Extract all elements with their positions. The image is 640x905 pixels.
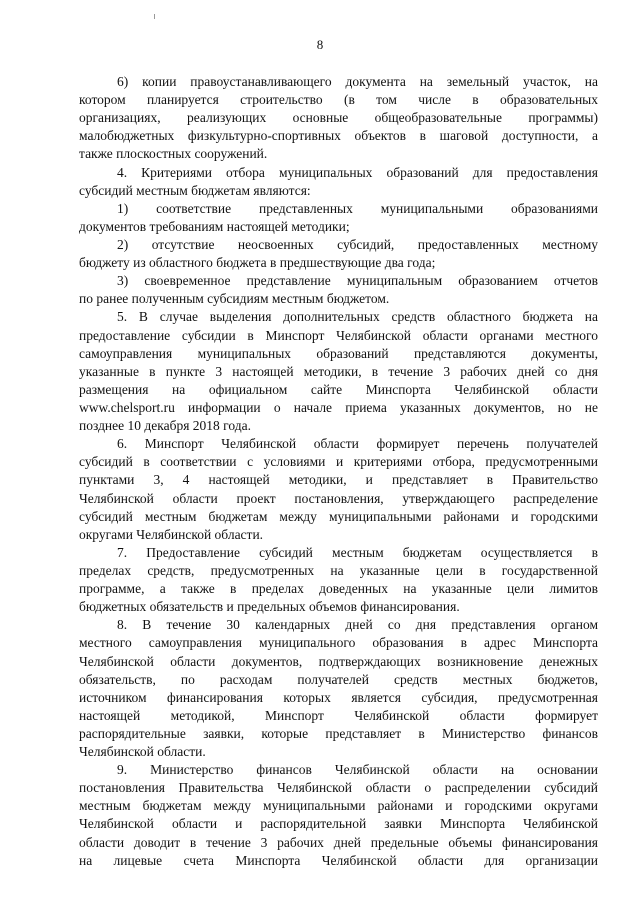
text-line: котором планируется строительство (в том числе в образовательных — [79, 92, 598, 108]
paragraph-p6b — [79, 435, 598, 544]
paragraph-p8 — [79, 616, 598, 761]
text-line: местным бюджетам между муниципальными районами и городскими округами — [79, 798, 598, 814]
text-line: обязательств, по расходам получателей средств местных бюджетов, — [79, 671, 598, 687]
text-line: распорядительные заявки, которые представляет в Министерство финансов — [79, 725, 598, 741]
paragraph-p4 — [79, 164, 598, 200]
text-line: программе, а также в пределах доведенных на указанные цели лимитов — [79, 581, 598, 597]
text-line: самоуправления муниципальных образований представляются документы, — [79, 345, 598, 361]
text-line: размещения на официальном сайте Минспорта Челябинской области — [79, 381, 598, 397]
text-line: Челябинской области документов, подтверждающих возникновение денежных — [79, 653, 598, 669]
text-line: 7. Предоставление субсидий местным бюджетам осуществляется в — [117, 544, 598, 560]
text-line: субсидий местным бюджетам являются: — [79, 182, 311, 198]
text-line: по ранее полученным субсидиям местным бюджетом. — [79, 291, 390, 307]
text-line: субсидий местным бюджетам между муниципальными районами и городскими — [79, 508, 598, 524]
text-line: 5. В случае выделения дополнительных средств областного бюджета на — [117, 309, 598, 325]
text-line: субсидий в соответствии с условиями и критериями отбора, предусмотренными — [79, 454, 598, 470]
text-line: округами Челябинской области. — [79, 526, 264, 542]
text-line: www.chelsport.ru информации о начале приема указанных документов, но не — [79, 399, 598, 415]
text-line: предоставление субсидии в Минспорт Челябинской области органами местного — [79, 327, 598, 343]
text-line: 4. Критериями отбора муниципальных образований для предоставления — [117, 164, 598, 180]
text-line: малобюджетных физкультурно-спортивных объектов в шаговой доступности, а — [79, 128, 598, 144]
text-line: постановления Правительства Челябинской области о распределении субсидий — [79, 780, 598, 796]
text-line: Челябинской области проект постановления, утверждающего распределение — [79, 490, 598, 506]
text-line: Челябинской области. — [79, 744, 206, 760]
text-line: настоящей методикой, Минспорт Челябинской области формирует — [79, 707, 598, 723]
text-line: местного самоуправления муниципального образования в адрес Минспорта — [79, 635, 598, 651]
paragraph-p5 — [79, 308, 598, 435]
text-line: источником финансирования которых является субсидия, предусмотренная — [79, 689, 598, 705]
text-line: документов требованиям настоящей методики; — [79, 218, 350, 234]
text-line: 8. В течение 30 календарных дней со дня представления органом — [117, 617, 598, 633]
paragraph-p9 — [79, 761, 598, 870]
page-number: 8 — [316, 37, 324, 52]
text-line: 9. Министерство финансов Челябинской области на основании — [117, 762, 598, 778]
text-line: также плоскостных сооружений. — [79, 146, 268, 162]
paragraph-p6 — [79, 73, 598, 164]
text-line: пунктами 3, 4 настоящей методики, и представляет в Правительство — [79, 472, 598, 488]
text-line: области доводит в течение 3 рабочих дней предельные объемы финансирования — [79, 834, 598, 850]
text-line: бюджету из областного бюджета в предшествующие два года; — [79, 255, 436, 271]
text-line: 6) копии правоустанавливающего документа на земельный участок, на — [117, 74, 598, 89]
paragraph-p7 — [79, 544, 598, 616]
paragraph-p4-3 — [79, 272, 598, 308]
paragraph-p4-1 — [79, 200, 598, 236]
text-line: на лицевые счета Минспорта Челябинской области для организации — [79, 852, 598, 868]
text-line: пределах средств, предусмотренных на указанные цели в государственной — [79, 562, 598, 578]
scan-mark — [154, 14, 155, 19]
text-line: Челябинской области и распорядительной заявки Минспорта Челябинской — [79, 816, 598, 832]
text-line: 3) своевременное представление муниципальным образованием отчетов — [117, 273, 598, 289]
text-line: организациях, реализующих основные общеобразовательные программы) — [79, 110, 598, 126]
paragraph-p4-2 — [79, 236, 598, 272]
text-line: указанные в пункте 3 настоящей методики, в течение 3 рабочих дней со дня — [79, 363, 598, 379]
text-line: позднее 10 декабря 2018 года. — [79, 418, 251, 434]
text-line: 2) отсутствие неосвоенных субсидий, предоставленных местному — [117, 236, 598, 252]
text-line: бюджетных обязательств и предельных объемов финансирования. — [79, 599, 460, 615]
document-body — [79, 73, 598, 870]
text-line: 1) соответствие представленных муниципальными образованиями — [117, 200, 598, 216]
text-line: 6. Минспорт Челябинской области формирует перечень получателей — [117, 436, 598, 452]
